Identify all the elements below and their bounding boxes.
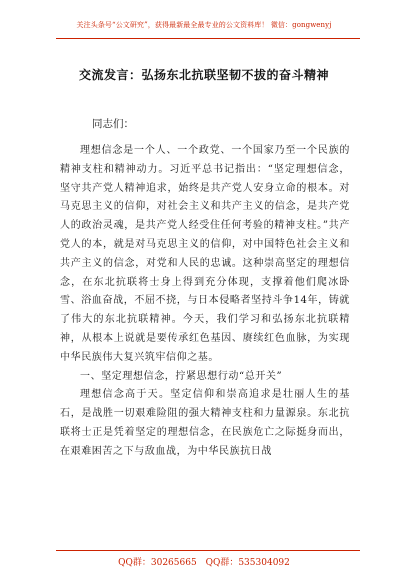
footer-divider (56, 550, 360, 551)
qq-group-2: QQ群：535304092 (205, 558, 290, 568)
salutation: 同志们： (92, 118, 134, 130)
body-paragraph: 理想信念是一个人、一个政党、一个国家乃至一个民族的精神支柱和精神动力。习近平总书记指出：“坚定理想信念，坚守共产党人精神追求，始终是共产党人安身立命的根本。对马克思主义的信仰，对社会主义和共产主义的信念，是共产党人的政治灵魂，是共产党人经受住任何考验的精神支柱。”共产党人的本，就是对马克思主义的信仰，对中国特色社会主义和共产主义的信念，对党和人民的忠诚。这种崇高坚定的理想信念，在东北抗联将士身上得到充分体现，支撑着他们爬冰卧雪、浴血奋战，不屈不挠，与日本侵略者坚持斗争14年，铸就了伟大的东北抗联精神。今天，我们学习和弘扬东北抗联精神，从根本上说就是要传承红色基因、赓续红色血脉，为实现中华民族伟大复兴筑牢信仰之基。 (60, 145, 350, 363)
promo-header: 关注头条号“公文研究”，获得最新最全最专业的公文资料库！ 微信：gongwenyj (76, 21, 332, 29)
document-body (60, 142, 350, 462)
section-heading: 一、坚定理想信念，拧紧思想行动“总开关” (80, 370, 283, 382)
promo-footer (0, 555, 408, 568)
header-divider (56, 38, 360, 39)
body-paragraph: 理想信念高于天。坚定信仰和崇高追求是壮丽人生的基石，是战胜一切艰难险阻的强大精神支柱和力量源泉。东北抗联将士正是凭着坚定的理想信念，在民族危亡之际挺身而出，在艰难困苦之下与敌血战，为中华民族抗日战 (60, 389, 350, 457)
qq-group-1: QQ群：30265665 (118, 558, 197, 568)
document-title: 交流发言：弘扬东北抗联坚韧不拔的奋斗精神 (78, 68, 329, 82)
